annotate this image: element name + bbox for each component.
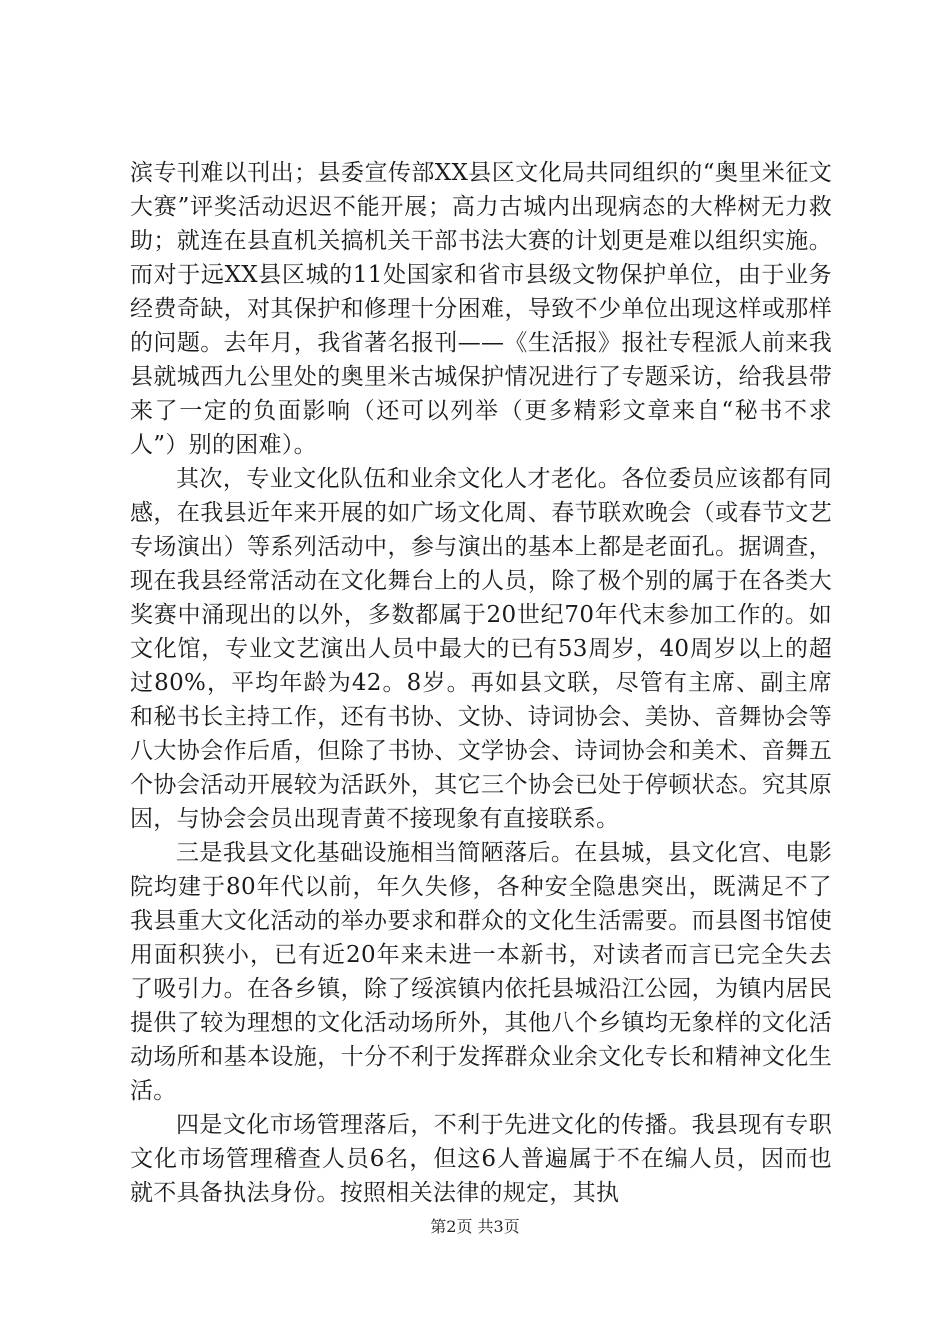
paragraph-4: 四是文化市场管理落后，不利于先进文化的传播。我县现有专职文化市场管理稽查人员6名，但这6人普遍属于不在编人员，因而也就不具备执法身份。按照相关法律的规定，其执 [130, 1112, 832, 1206]
paragraph-2: 其次，专业文化队伍和业余文化人才老化。各位委员应该都有同感，在我县近年来开展的如广场文化周、春节联欢晚会（或春节文艺专场演出）等系列活动中，参与演出的基本上都是老面孔。据调查，现在我县经常活动在文化舞台上的人员，除了极个别的属于在各类大奖赛中涌现出的以外，多数都属于20世纪70年代末参加工作的。如文化馆，专业文艺演出人员中最大的已有53周岁，40周岁以上的超过80%，平均年龄为42。8岁。再如县文联，尽管有主席、副主席和秘书长主持工作，还有书协、文协、诗词协会、美协、音舞协会等八大协会作后盾，但除了书协、文学协会、诗词协会和美术、音舞五个协会活动开展较为活跃外，其它三个协会已处于停顿状态。究其原因，与协会会员出现青黄不接现象有直接联系。 [130, 466, 832, 832]
page-number-footer: 第2页 共3页 [430, 1217, 520, 1236]
document-body [130, 156, 832, 1210]
paragraph-3: 三是我县文化基础设施相当简陋落后。在县城，县文化宫、电影院均建于80年代以前，年久失修，各种安全隐患突出，既满足不了我县重大文化活动的举办要求和群众的文化生活需要。而县图书馆使用面积狭小，已有近20年来未进一本新书，对读者而言已完全失去了吸引力。在各乡镇，除了绥滨镇内依托县城沿江公园，为镇内居民提供了较为理想的文化活动场所外，其他八个乡镇均无象样的文化活动场所和基本设施，十分不利于发挥群众业余文化专长和精神文化生活。 [130, 840, 832, 1104]
paragraph-1: 滨专刊难以刊出；县委宣传部XX县区文化局共同组织的“奥里米征文大赛”评奖活动迟迟不能开展；高力古城内出现病态的大桦树无力救助；就连在县直机关搞机关干部书法大赛的计划更是难以组织实施。而对于远XX县区城的11处国家和省市县级文物保护单位，由于业务经费奇缺，对其保护和修理十分困难，导致不少单位出现这样或那样的问题。去年月，我省著名报刊——《生活报》报社专程派人前来我县就城西九公里处的奥里米古城保护情况进行了专题采访，给我县带来了一定的负面影响（还可以列举（更多精彩文章来自“秘书不求人”）别的困难）。 [130, 160, 832, 458]
